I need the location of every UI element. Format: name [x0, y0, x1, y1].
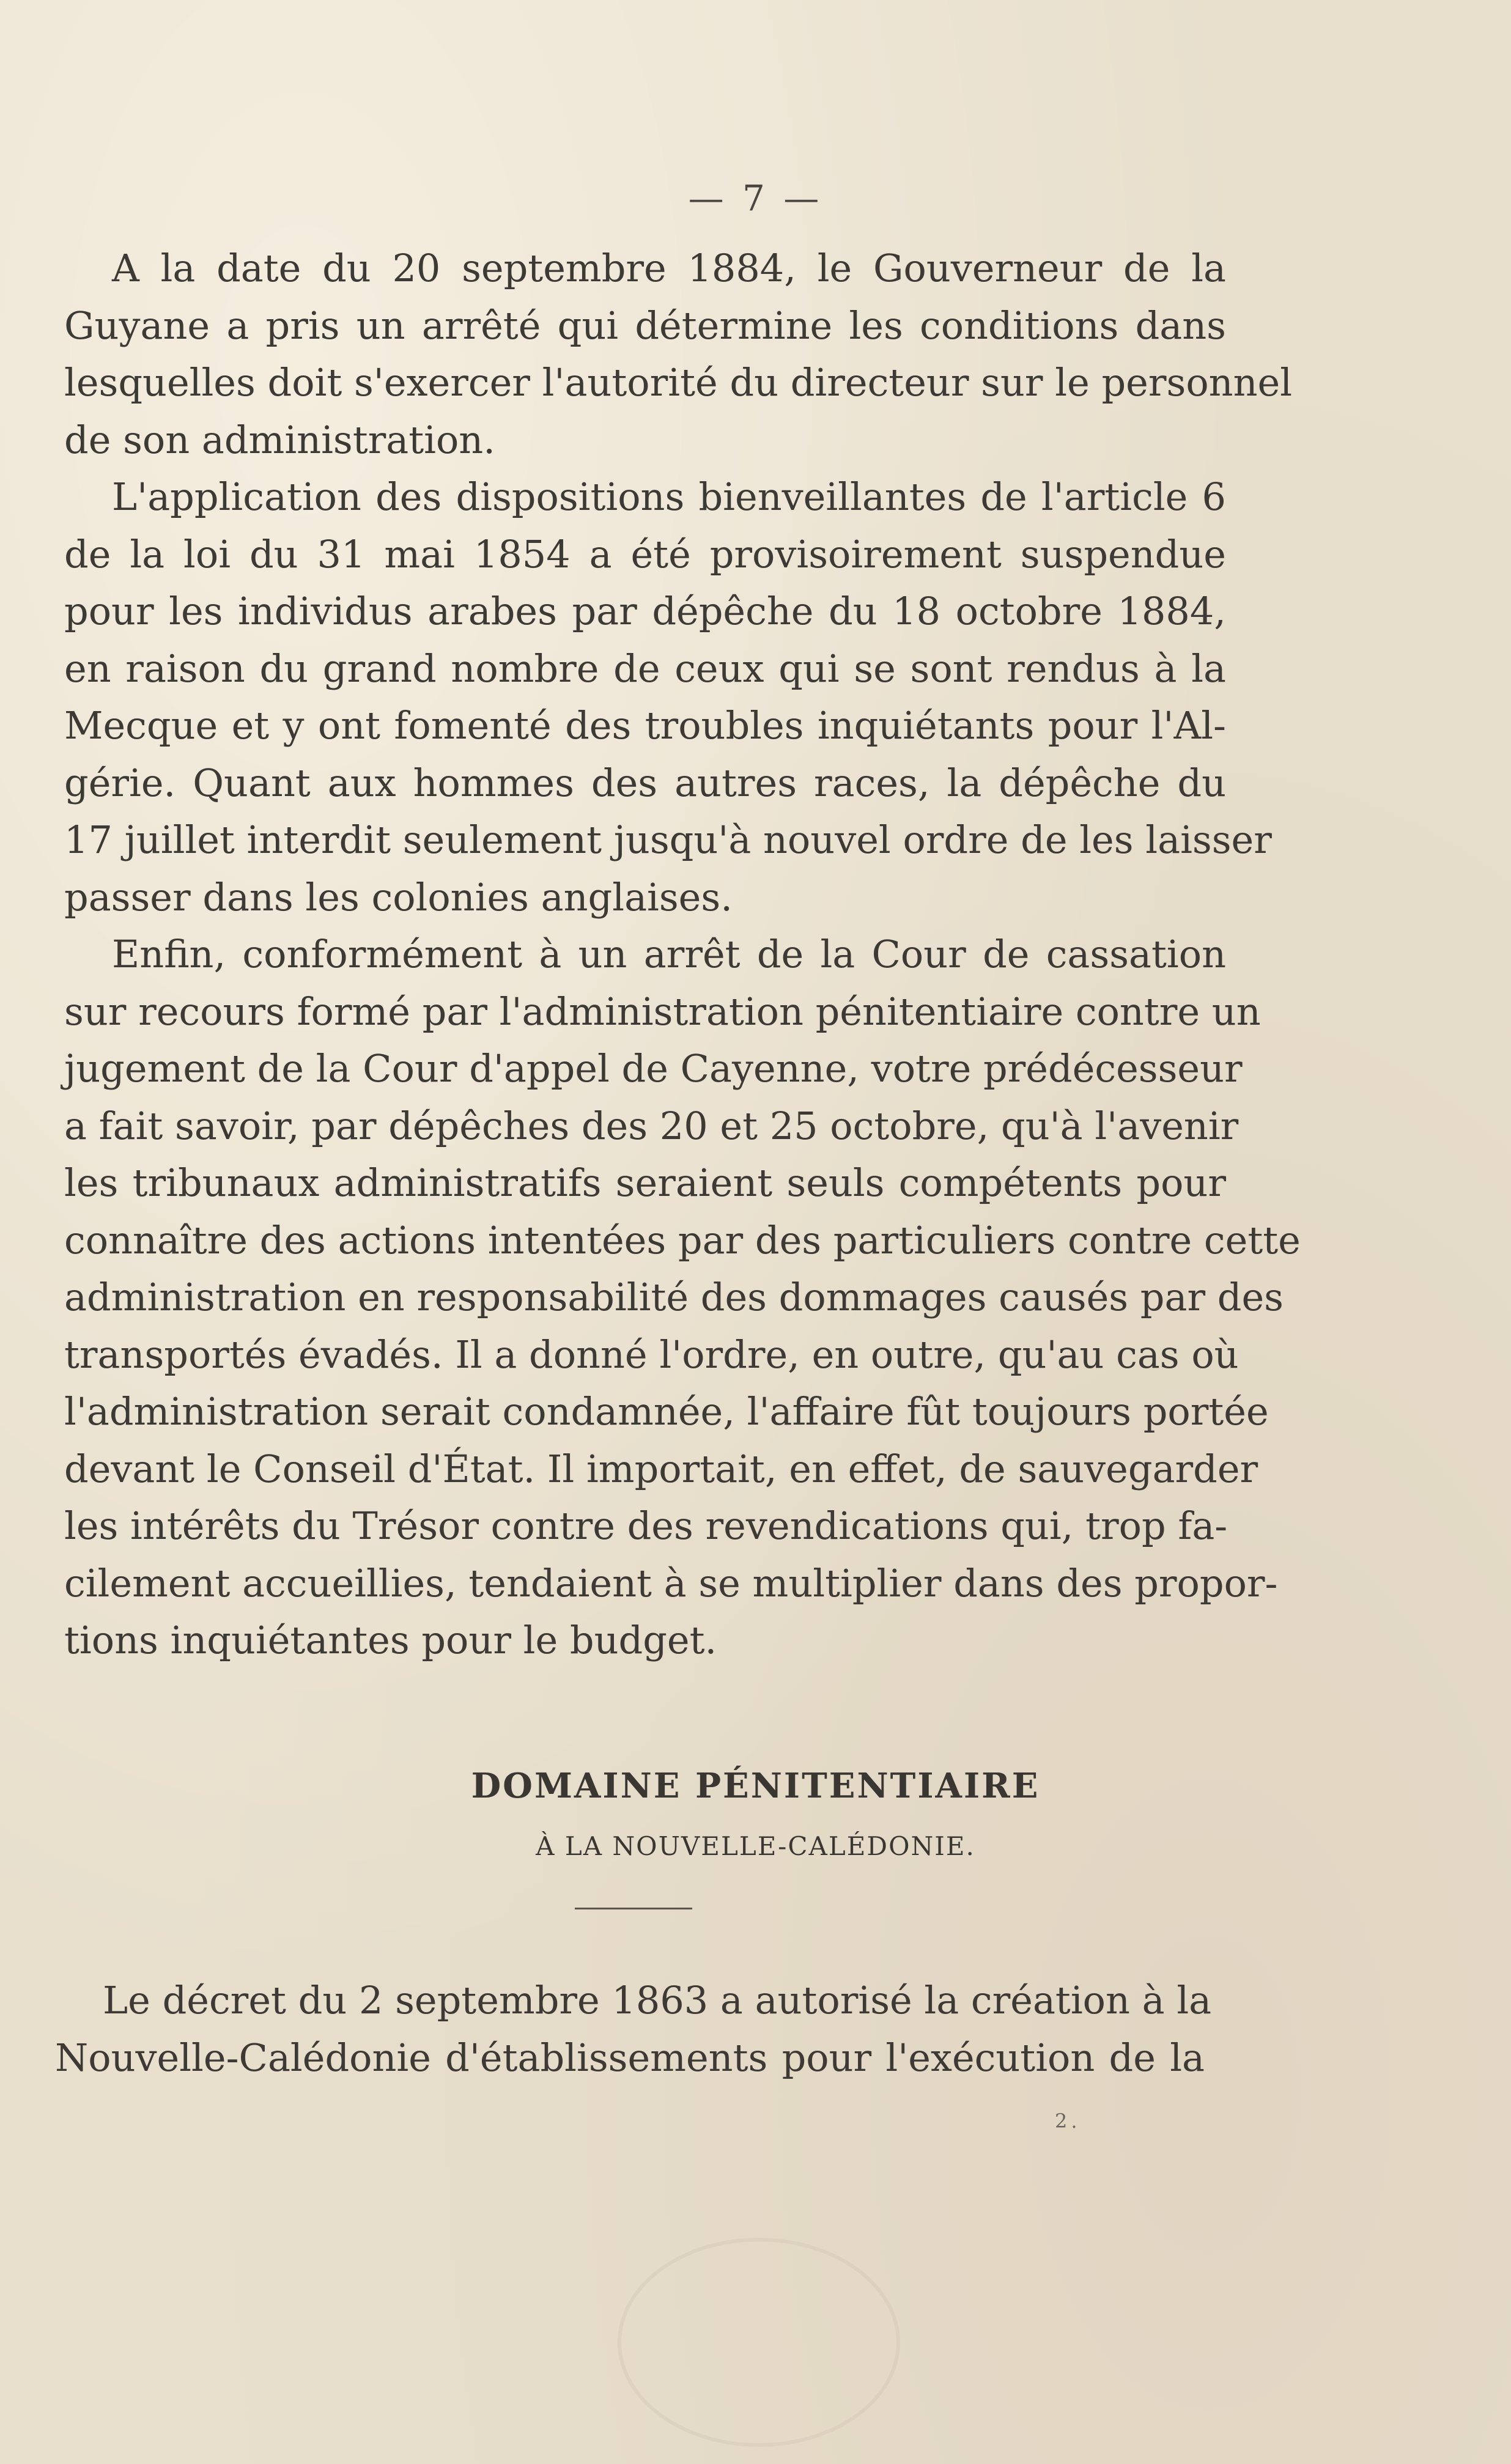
text-line: en raison du grand nombre de ceux qui se sont rendus à la	[64, 646, 1226, 691]
text-line: lesquelles doit s'exercer l'autorité du directeur sur le personnel	[64, 360, 1293, 405]
closing-paragraph	[55, 1972, 1212, 2086]
text-line: sur recours formé par l'administration pénitentiaire contre un	[64, 989, 1261, 1034]
text-line: devant le Conseil d'État. Il importait, en effet, de sauvegarder	[64, 1446, 1258, 1491]
text-line: administration en responsabilité des dommages causés par des	[64, 1275, 1284, 1319]
text-line: Enfin, conformément à un arrêt de la Cour de cassation	[112, 932, 1226, 976]
text-line: de son administration.	[64, 417, 495, 462]
text-line: de la loi du 31 mai 1854 a été provisoirement suspendue	[64, 531, 1226, 577]
text-line: L'application des dispositions bienveillantes de l'article 6	[112, 474, 1226, 519]
paragraph-cour-de-cassation	[64, 926, 1301, 1669]
body-text	[64, 240, 1301, 1669]
text-line: passer dans les colonies anglaises.	[64, 874, 733, 920]
text-line: tions inquiétantes pour le budget.	[64, 1618, 717, 1662]
page-number: — 7 —	[688, 177, 823, 219]
section-title: DOMAINE PÉNITENTIAIRE	[471, 1766, 1040, 1806]
text-line: 17 juillet interdit seulement jusqu'à nouvel ordre de les laisser	[64, 817, 1272, 862]
text-line: connaître des actions intentées par des particuliers contre cette	[64, 1217, 1301, 1263]
text-line: Nouvelle-Calédonie d'établissements pour l'exécution de la	[55, 2035, 1205, 2080]
section-divider	[575, 1908, 692, 1909]
text-line: jugement de la Cour d'appel de Cayenne, votre prédécesseur	[64, 1046, 1243, 1091]
text-line: a fait savoir, par dépêches des 20 et 25 octobre, qu'à l'avenir	[64, 1103, 1239, 1148]
text-line: gérie. Quant aux hommes des autres races, la dépêche du	[64, 760, 1226, 805]
text-line: transportés évadés. Il a donné l'ordre, en outre, qu'au cas où	[64, 1332, 1239, 1377]
section-subtitle: À LA NOUVELLE-CALÉDONIE.	[536, 1831, 975, 1861]
text-line: A la date du 20 septembre 1884, le Gouverneur de la	[112, 246, 1226, 290]
signature-mark: 2.	[1055, 2109, 1081, 2133]
text-line: Guyane a pris un arrêté qui détermine les conditions dans	[64, 303, 1226, 348]
text-line: l'administration serait condamnée, l'affaire fût toujours portée	[64, 1389, 1269, 1434]
paragraph-guyane-arrete	[64, 240, 1293, 468]
text-line: les tribunaux administratifs seraient seuls compétents pour	[64, 1160, 1226, 1205]
text-line: cilement accueillies, tendaient à se multiplier dans des propor-	[64, 1560, 1278, 1606]
text-line: pour les individus arabes par dépêche du 18 octobre 1884,	[64, 589, 1226, 633]
text-line: Mecque et y ont fomenté des troubles inquiétants pour l'Al-	[64, 703, 1226, 748]
faded-stamp-mark	[618, 2238, 900, 2447]
text-line: les intérêts du Trésor contre des revendications qui, trop fa-	[64, 1503, 1228, 1548]
text-line: Le décret du 2 septembre 1863 a autorisé la création à la	[103, 1978, 1212, 2023]
paragraph-article-6	[64, 468, 1272, 926]
